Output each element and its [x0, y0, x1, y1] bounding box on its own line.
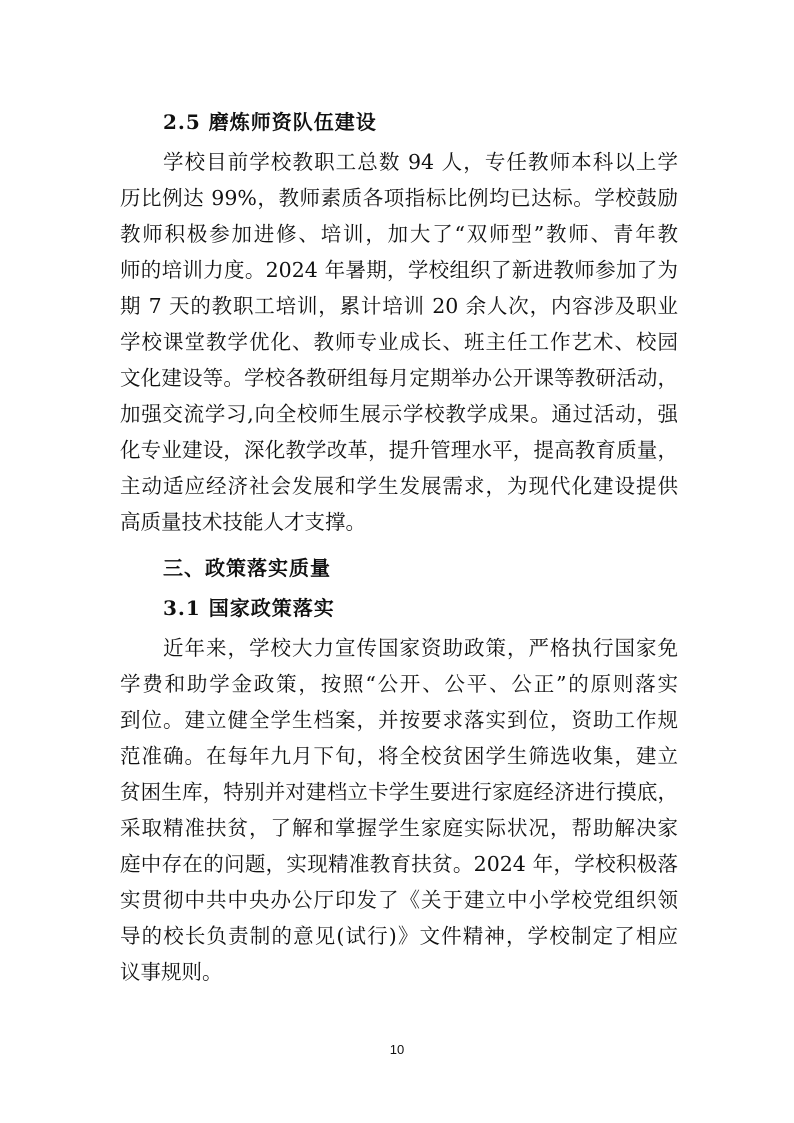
paragraph-line: 学校目前学校教职工总数 94 人，专任教师本科以上学: [163, 150, 678, 174]
paragraph-line: 近年来，学校大力宣传国家资助政策，严格执行国家免: [163, 636, 678, 660]
section-3-heading: 三、政策落实质量: [163, 556, 331, 580]
paragraph-line: 师的培训力度。2024 年暑期，学校组织了新进教师参加了为: [120, 258, 678, 282]
paragraph-line: 加强交流学习,向全校师生展示学校教学成果。通过活动，强: [120, 402, 678, 426]
paragraph-line: 采取精准扶贫，了解和掌握学生家庭实际状况，帮助解决家: [120, 816, 678, 840]
paragraph-line: 历比例达 99%，教师素质各项指标比例均已达标。学校鼓励: [120, 186, 678, 210]
paragraph-line: 文化建设等。学校各教研组每月定期举办公开课等教研活动，: [120, 366, 678, 390]
paragraph-line: 导的校长负责制的意见(试行)》文件精神，学校制定了相应: [120, 924, 678, 948]
paragraph-line: 学校课堂教学优化、教师专业成长、班主任工作艺术、校园: [120, 330, 678, 354]
paragraph-line: 庭中存在的问题，实现精准教育扶贫。2024 年，学校积极落: [120, 852, 678, 876]
paragraph-line: 主动适应经济社会发展和学生发展需求，为现代化建设提供: [120, 474, 678, 498]
paragraph-line: 学费和助学金政策，按照“公开、公平、公正”的原则落实: [120, 672, 678, 696]
paragraph-line: 化专业建设，深化教学改革，提升管理水平，提高教育质量，: [120, 438, 678, 462]
paragraph-line: 实贯彻中共中央办公厅印发了《关于建立中小学校党组织领: [120, 888, 678, 912]
paragraph-line: 教师积极参加进修、培训，加大了“双师型”教师、青年教: [120, 222, 678, 246]
paragraph-line: 期 7 天的教职工培训，累计培训 20 余人次，内容涉及职业: [120, 294, 678, 318]
section-2-5-heading: 2.5 磨炼师资队伍建设: [163, 110, 377, 134]
paragraph-line: 贫困生库，特别并对建档立卡学生要进行家庭经济进行摸底，: [120, 780, 678, 804]
paragraph-line: 范准确。在每年九月下旬，将全校贫困学生筛选收集，建立: [120, 744, 678, 768]
paragraph-line: 议事规则。: [120, 960, 223, 984]
section-3-1-heading: 3.1 国家政策落实: [163, 596, 335, 620]
paragraph-line: 到位。建立健全学生档案，并按要求落实到位，资助工作规: [120, 708, 678, 732]
page-number: 10: [389, 1042, 405, 1057]
paragraph-line: 高质量技术技能人才支撑。: [120, 510, 366, 534]
